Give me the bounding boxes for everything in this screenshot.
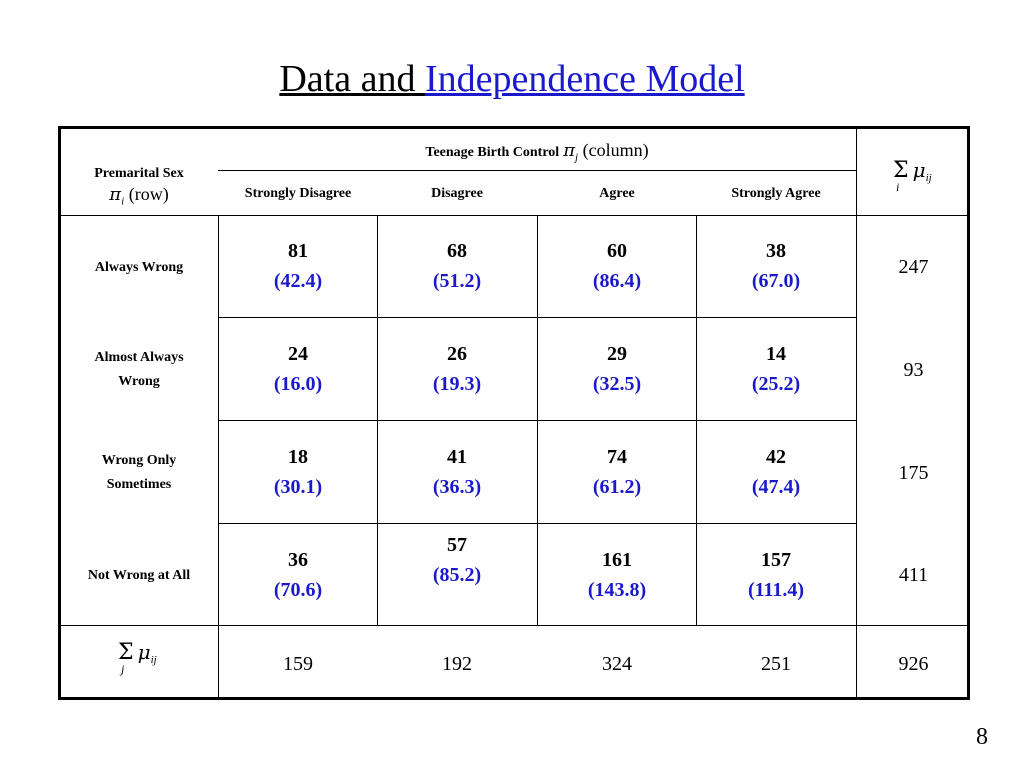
row-label-3 <box>60 449 218 497</box>
column-heading-3: Agree <box>599 186 635 201</box>
column-variable-symbol <box>563 140 649 164</box>
observed-count: 42 <box>766 446 786 468</box>
observed-count: 18 <box>288 446 308 468</box>
column-heading-2: Disagree <box>431 186 483 201</box>
expected-count: (70.6) <box>273 579 323 601</box>
row-variable-header <box>60 166 218 208</box>
observed-count: 26 <box>447 343 467 365</box>
expected-count: (86.4) <box>592 270 642 292</box>
cell-r1-c1 <box>219 236 377 296</box>
grand-total: 926 <box>898 653 929 675</box>
expected-count: (19.3) <box>432 373 482 395</box>
column-total-header <box>118 640 178 677</box>
row-label-line: Not Wrong at All <box>87 568 191 583</box>
cell-r2-c4 <box>697 339 855 399</box>
expected-count: (111.4) <box>747 579 805 601</box>
title-part-1: Data and <box>279 58 425 100</box>
cell-r3-c3 <box>538 442 696 502</box>
row-label-4 <box>60 564 218 588</box>
column-total-4: 251 <box>761 653 791 675</box>
observed-count: 41 <box>447 446 467 468</box>
row-variable-symbol <box>60 184 218 208</box>
observed-count: 157 <box>761 549 791 571</box>
sigma-symbol: Σ <box>118 640 134 665</box>
expected-count: (67.0) <box>751 270 801 292</box>
cell-r1-c4 <box>697 236 855 296</box>
observed-count: 68 <box>447 240 467 262</box>
cell-r3-c2 <box>378 442 536 502</box>
observed-count: 81 <box>288 240 308 262</box>
observed-count: 161 <box>602 549 632 571</box>
cell-r3-c1 <box>219 442 377 502</box>
row-variable-label: Premarital Sex <box>94 166 184 181</box>
expected-count: (42.4) <box>273 270 323 292</box>
pi-symbol-col: π <box>563 140 576 161</box>
page-number: 8 <box>976 724 988 750</box>
row-subscript: i <box>121 195 125 208</box>
column-heading-1: Strongly Disagree <box>244 186 352 201</box>
cell-r2-c3 <box>538 339 696 399</box>
mu-symbol: μ <box>137 640 151 664</box>
sum-index: i <box>896 180 900 195</box>
header-divider <box>218 170 856 171</box>
expected-count: (36.3) <box>432 476 482 498</box>
row-label-line: Almost Always <box>94 350 184 365</box>
observed-count: 14 <box>766 343 786 365</box>
column-total-2: 192 <box>442 653 472 675</box>
row-label-line: Always Wrong <box>94 260 184 275</box>
cell-r3-c4 <box>697 442 855 502</box>
cell-r4-c4 <box>697 545 855 605</box>
col-subscript: j <box>575 151 579 164</box>
slide-title <box>0 52 1024 106</box>
column-total-1: 159 <box>283 653 313 675</box>
mu-subscript: ij <box>925 172 932 185</box>
row-total-header <box>893 158 953 195</box>
title-part-2: Independence Model <box>424 58 745 100</box>
observed-count: 38 <box>766 240 786 262</box>
expected-count: (16.0) <box>273 373 323 395</box>
row-total-3: 175 <box>898 462 929 484</box>
mu-subscript: ij <box>150 654 157 667</box>
observed-count: 57 <box>447 534 467 556</box>
expected-count: (143.8) <box>587 579 647 601</box>
cell-r2-c1 <box>219 339 377 399</box>
expected-count: (47.4) <box>751 476 801 498</box>
cell-r4-c3 <box>538 545 696 605</box>
observed-count: 29 <box>607 343 627 365</box>
contingency-table-frame <box>58 126 970 700</box>
totals-top-line <box>60 625 968 626</box>
cell-r2-c2 <box>378 339 536 399</box>
row-label-1 <box>60 256 218 280</box>
cell-r1-c2 <box>378 236 536 296</box>
expected-count: (61.2) <box>592 476 642 498</box>
col-suffix: (column) <box>578 140 649 160</box>
pi-symbol: π <box>109 184 122 205</box>
expected-count: (32.5) <box>592 373 642 395</box>
expected-count: (85.2) <box>432 564 482 586</box>
column-variable-label: Teenage Birth Control <box>425 145 560 160</box>
header-bottom-line <box>60 215 968 216</box>
column-total-3: 324 <box>602 653 632 675</box>
row-total-4: 411 <box>898 564 929 586</box>
column-heading-4: Strongly Agree <box>731 186 821 201</box>
expected-count: (51.2) <box>432 270 482 292</box>
sigma-symbol: Σ <box>893 158 909 183</box>
row-label-line: Wrong <box>118 374 160 389</box>
cell-r4-c1 <box>219 545 377 605</box>
cell-r4-c2 <box>378 530 536 590</box>
row-label-line: Wrong Only <box>101 453 177 468</box>
row-label-2 <box>60 346 218 394</box>
mu-symbol: μ <box>912 158 926 182</box>
observed-count: 24 <box>288 343 308 365</box>
row-total-1: 247 <box>898 256 929 278</box>
observed-count: 60 <box>607 240 627 262</box>
observed-count: 74 <box>607 446 627 468</box>
expected-count: (30.1) <box>273 476 323 498</box>
row-label-line: Sometimes <box>106 477 172 492</box>
observed-count: 36 <box>288 549 308 571</box>
row-total-2: 93 <box>903 359 924 381</box>
cell-r1-c3 <box>538 236 696 296</box>
row-suffix: (row) <box>124 184 169 204</box>
col-line-4 <box>856 128 857 698</box>
expected-count: (25.2) <box>751 373 801 395</box>
column-variable-header <box>218 140 856 164</box>
sum-index: j <box>121 662 125 677</box>
